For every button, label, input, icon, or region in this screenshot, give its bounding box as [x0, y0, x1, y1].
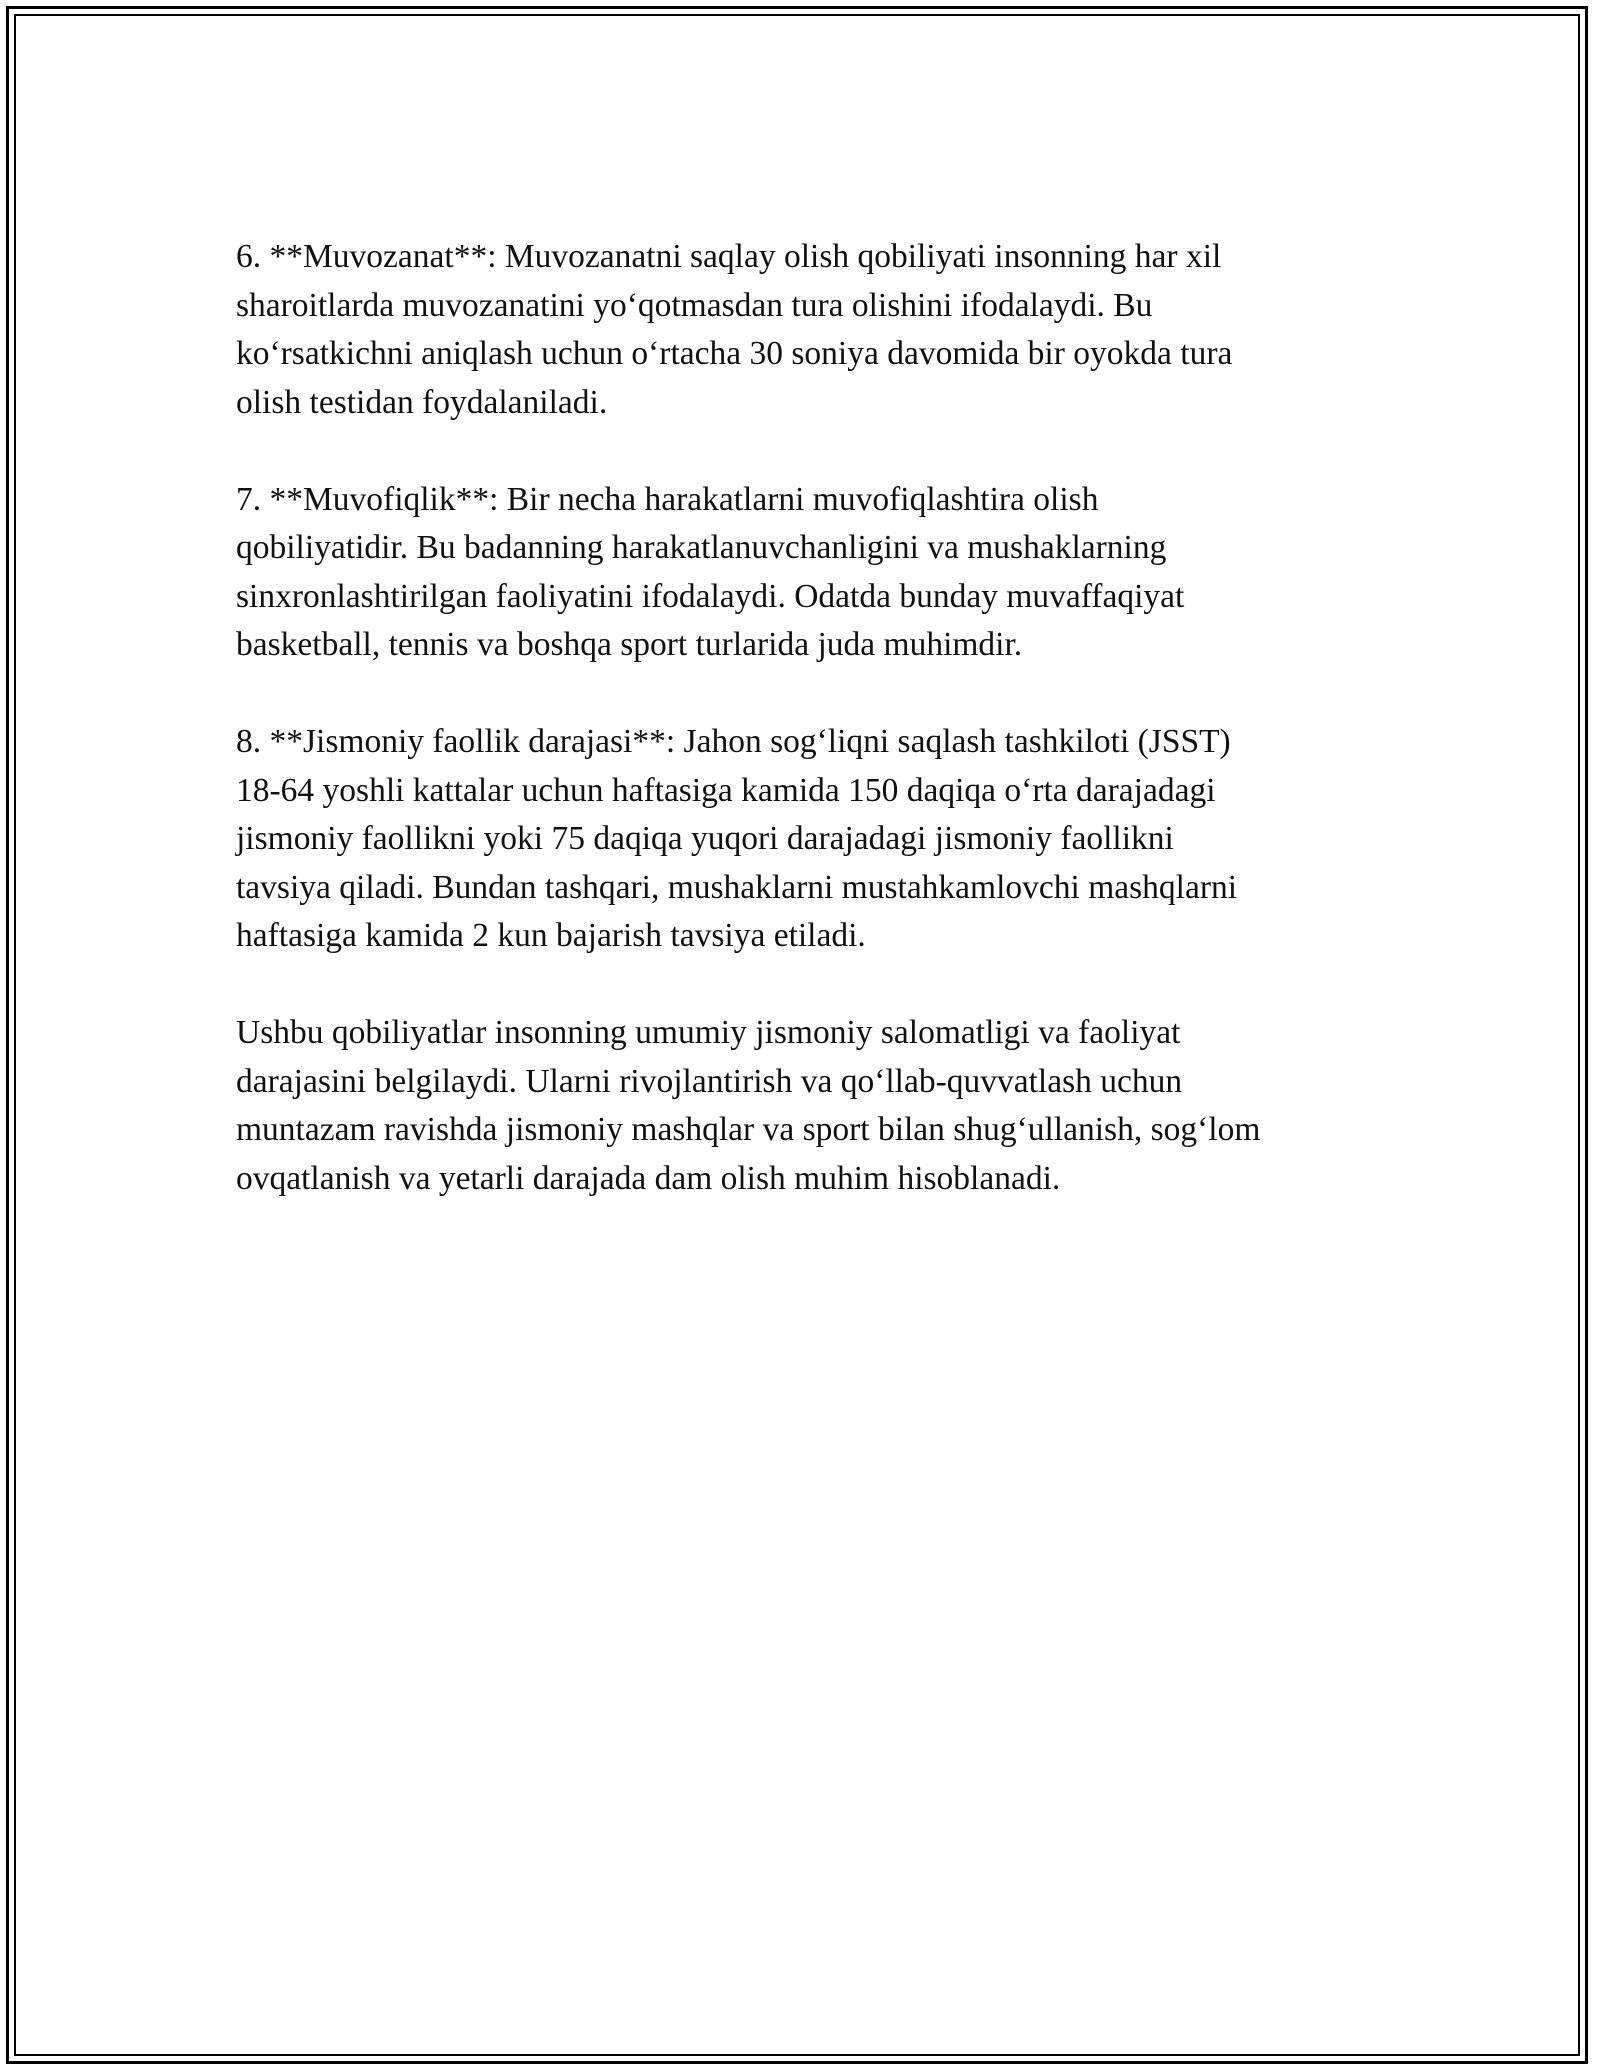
- paragraph-balance: 6. **Muvozanat**: Muvozanatni saqlay olish qobiliyati insonning har xil sharoitlarda muvozanatini yo‘qotmasdan tura olishini ifodalaydi. Bu ko‘rsatkichni aniqlash uchun o‘rtacha 30 soniya davomida bir oyokda tura olish testidan foydalaniladi.: [236, 238, 1233, 421]
- paragraph-coordination: 7. **Muvofiqlik**: Bir necha harakatlarni muvofiqlashtira olish qobiliyatidir. Bu badanning harakatlanuvchanligini va mushaklarning sinxronlashtirilgan faoliyatini ifodalaydi. Odatda bunday muvaffaqiyat basketball, tennis va boshqa sport turlarida juda muhimdir.: [236, 480, 1185, 663]
- paragraph-physical-activity-level: 8. **Jismoniy faollik darajasi**: Jahon sog‘liqni saqlash tashkiloti (JSST) 18-64 yoshli kattalar uchun haftasiga kamida 150 daqiqa o‘rta darajadagi jismoniy faollikni yoki 75 daqiqa yuqori darajadagi jismoniy faollikni tavsiya qiladi. Bundan tashqari, mushaklarni mustahkamlovchi mashqlarni haftasiga kamida 2 kun bajarish tavsiya etiladi.: [236, 723, 1238, 954]
- document-body: [236, 233, 1376, 1252]
- paragraph-conclusion: Ushbu qobiliyatlar insonning umumiy jismoniy salomatligi va faoliyat darajasini belgilaydi. Ularni rivojlantirish va qo‘llab-quvvatlash uchun muntazam ravishda jismoniy mashqlar va sport bilan shug‘ullanish, sog‘lom ovqatlanish va yetarli darajada dam olish muhim hisoblanadi.: [236, 1014, 1261, 1197]
